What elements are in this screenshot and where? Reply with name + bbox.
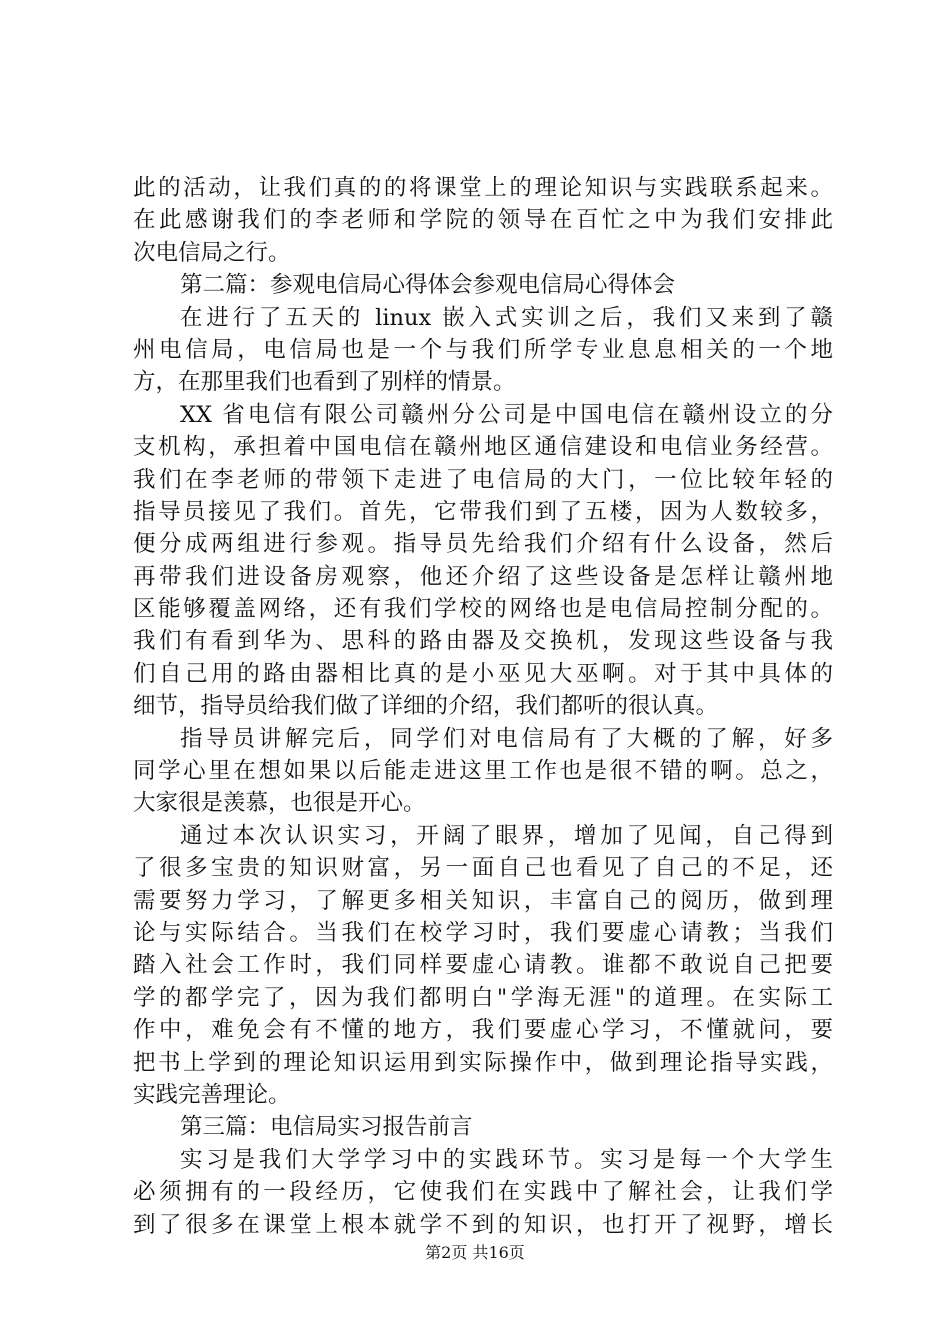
- text-line: 大家很是羡慕，也很是开心。: [133, 790, 426, 817]
- text-line: 支机构，承担着中国电信在赣州地区通信建设和电信业务经营。: [133, 434, 833, 461]
- text-line: 州电信局，电信局也是一个与我们所学专业息息相关的一个地: [133, 336, 833, 363]
- text-line: 我们有看到华为、思科的路由器及交换机，发现这些设备与我: [133, 628, 833, 655]
- text-line: 再带我们进设备房观察，他还介绍了这些设备是怎样让赣州地: [133, 563, 833, 590]
- text-line: 同学心里在想如果以后能走进这里工作也是很不错的啊。总之，: [133, 758, 833, 785]
- text-line: 实践完善理论。: [133, 1081, 291, 1108]
- text-line: 细节，指导员给我们做了详细的介绍，我们都听的很认真。: [133, 693, 719, 720]
- text-line: 论与实际结合。当我们在校学习时，我们要虚心请教；当我们: [133, 919, 833, 946]
- text-line: 方，在那里我们也看到了别样的情景。: [133, 369, 516, 396]
- text-line: 指导员接见了我们。首先，它带我们到了五楼，因为人数较多，: [133, 498, 833, 525]
- text-line: 第二篇：参观电信局心得体会参观电信局心得体会: [180, 272, 676, 299]
- text-line: 在进行了五天的 linux 嵌入式实训之后，我们又来到了赣: [180, 304, 833, 331]
- text-line: 需要努力学习，了解更多相关知识，丰富自己的阅历，做到理: [133, 887, 833, 914]
- text-line: 踏入社会工作时，我们同样要虚心请教。谁都不敢说自己把要: [133, 952, 833, 979]
- text-line: 此的活动，让我们真的的将课堂上的理论知识与实践联系起来。: [133, 175, 833, 201]
- text-line: 了很多宝贵的知识财富，另一面自己也看见了自己的不足，还: [133, 855, 833, 882]
- text-line: 作中，难免会有不懂的地方，我们要虚心学习，不懂就问，要: [133, 1017, 833, 1044]
- text-line: 通过本次认识实习，开阔了眼界，增加了见闻，自己得到: [180, 822, 833, 849]
- text-line: 学的都学完了，因为我们都明白"学海无涯"的道理。在实际工: [133, 984, 833, 1011]
- text-line: 便分成两组进行参观。指导员先给我们介绍有什么设备，然后: [133, 531, 833, 558]
- text-line: 实习是我们大学学习中的实践环节。实习是每一个大学生: [180, 1146, 833, 1173]
- text-line: 次电信局之行。: [133, 239, 291, 266]
- text-line: 第三篇：电信局实习报告前言: [180, 1114, 473, 1141]
- text-line: 把书上学到的理论知识运用到实际操作中，做到理论指导实践，: [133, 1049, 833, 1076]
- text-line: 必须拥有的一段经历，它使我们在实践中了解社会，让我们学: [133, 1179, 833, 1206]
- text-line: XX 省电信有限公司赣州分公司是中国电信在赣州设立的分: [180, 401, 833, 428]
- text-line: 到了很多在课堂上根本就学不到的知识，也打开了视野，增长: [133, 1211, 833, 1238]
- page-footer: 第2页 共16页: [425, 1243, 525, 1262]
- text-line: 我们在李老师的带领下走进了电信局的大门，一位比较年轻的: [133, 466, 833, 493]
- text-line: 们自己用的路由器相比真的是小巫见大巫啊。对于其中具体的: [133, 660, 833, 687]
- text-line: 区能够覆盖网络，还有我们学校的网络也是电信局控制分配的。: [133, 596, 833, 623]
- text-line: 在此感谢我们的李老师和学院的领导在百忙之中为我们安排此: [133, 207, 833, 234]
- document-body: [133, 172, 833, 1241]
- text-line: 指导员讲解完后，同学们对电信局有了大概的了解，好多: [180, 725, 833, 752]
